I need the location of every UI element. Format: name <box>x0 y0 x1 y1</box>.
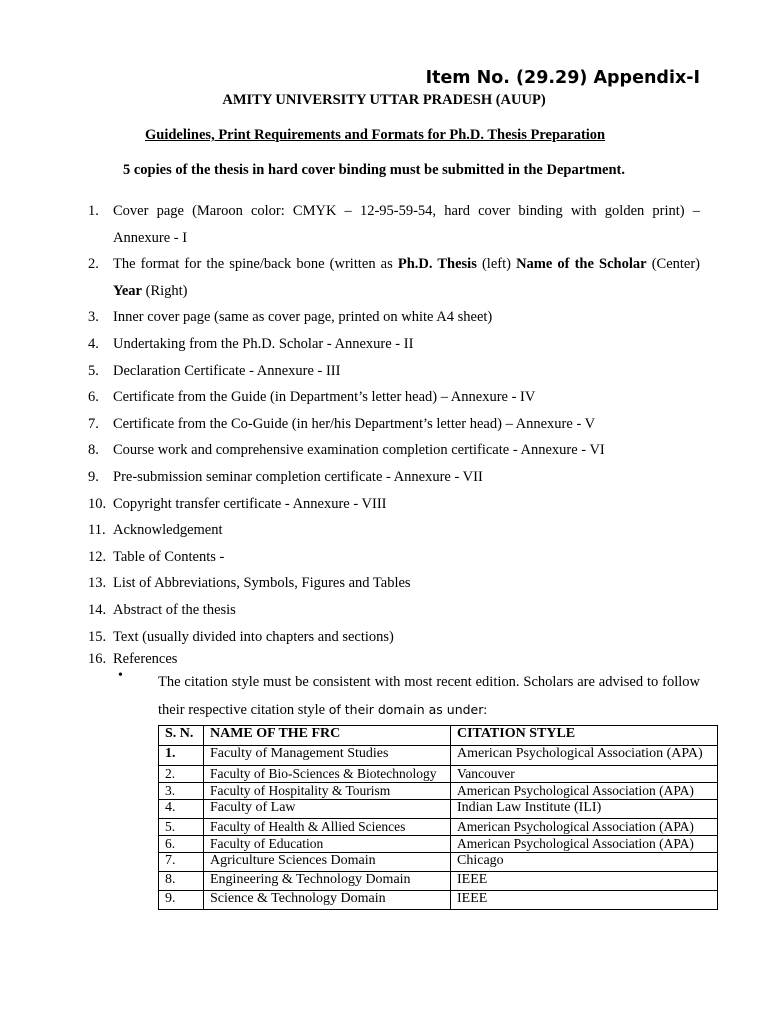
table-row: 1. Faculty of Management Studies American Psychological Association (APA) <box>159 746 718 766</box>
list-item: 6. Certificate from the Guide (in Department’s letter head) – Annexure - IV <box>88 389 536 406</box>
guidelines-title: Guidelines, Print Requirements and Formats for Ph.D. Thesis Preparation <box>145 127 606 143</box>
column-header-sn: S. N. <box>159 726 204 746</box>
item-number-heading: Item No. (29.29) Appendix-I <box>425 68 700 88</box>
table-row: 2. Faculty of Bio-Sciences & Biotechnology Vancouver <box>159 766 718 783</box>
list-item: 2. The format for the spine/back bone (written as Ph.D. Thesis (left) Name of the Scholar (Center) Year (Right) <box>88 256 700 299</box>
table-row: 8. Engineering & Technology Domain IEEE <box>159 872 718 891</box>
table-row: 5. Faculty of Health & Allied Sciences American Psychological Association (APA) <box>159 819 718 836</box>
list-item: 16. References <box>88 651 178 668</box>
table-header-row <box>159 726 718 746</box>
table-row: 9. Science & Technology Domain IEEE <box>159 891 718 910</box>
list-item: 1. Cover page (Maroon color: CMYK – 12-95-59-54, hard cover binding with golden print) – Annexure - I <box>88 203 700 246</box>
list-item: 8. Course work and comprehensive examination completion certificate - Annexure - VI <box>88 442 605 459</box>
column-header-citation-style: CITATION STYLE <box>451 726 718 746</box>
list-item: 11. Acknowledgement <box>88 522 223 539</box>
list-item: 7. Certificate from the Co-Guide (in her/his Department’s letter head) – Annexure - V <box>88 415 596 432</box>
university-name <box>0 92 768 109</box>
list-item: 14. Abstract of the thesis <box>88 601 236 618</box>
list-item: 12. Table of Contents - <box>88 548 225 565</box>
list-item: 4. Undertaking from the Ph.D. Scholar - Annexure - II <box>88 335 414 352</box>
list-item: 3. Inner cover page (same as cover page, printed on white A4 sheet) <box>88 309 493 326</box>
requirements-list <box>88 198 700 668</box>
table-row: 7. Agriculture Sciences Domain Chicago <box>159 853 718 872</box>
table-row: 3. Faculty of Hospitality & Tourism American Psychological Association (APA) <box>159 783 718 800</box>
university-name-text: AMITY UNIVERSITY UTTAR PRADESH (AUUP) <box>222 92 546 108</box>
list-item: 15. Text (usually divided into chapters and sections) <box>88 628 394 645</box>
list-item: 5. Declaration Certificate - Annexure - III <box>88 362 341 379</box>
list-item: 9. Pre-submission seminar completion certificate - Annexure - VII <box>88 468 483 485</box>
list-item: 10. Copyright transfer certificate - Annexure - VIII <box>88 495 387 512</box>
citation-note-text: The citation style must be consistent with most recent edition. Scholars are advised to follow their respective citation style of their domain as under: <box>158 674 700 718</box>
list-item: 13. List of Abbreviations, Symbols, Figures and Tables <box>88 575 411 592</box>
citation-style-table <box>158 725 718 910</box>
table-row: 6. Faculty of Education American Psychological Association (APA) <box>159 836 718 853</box>
column-header-frc: NAME OF THE FRC <box>204 726 451 746</box>
bullet-icon: • <box>118 668 123 683</box>
copies-note: 5 copies of the thesis in hard cover binding must be submitted in the Department. <box>123 162 626 178</box>
table-row: 4. Faculty of Law Indian Law Institute (ILI) <box>159 800 718 819</box>
